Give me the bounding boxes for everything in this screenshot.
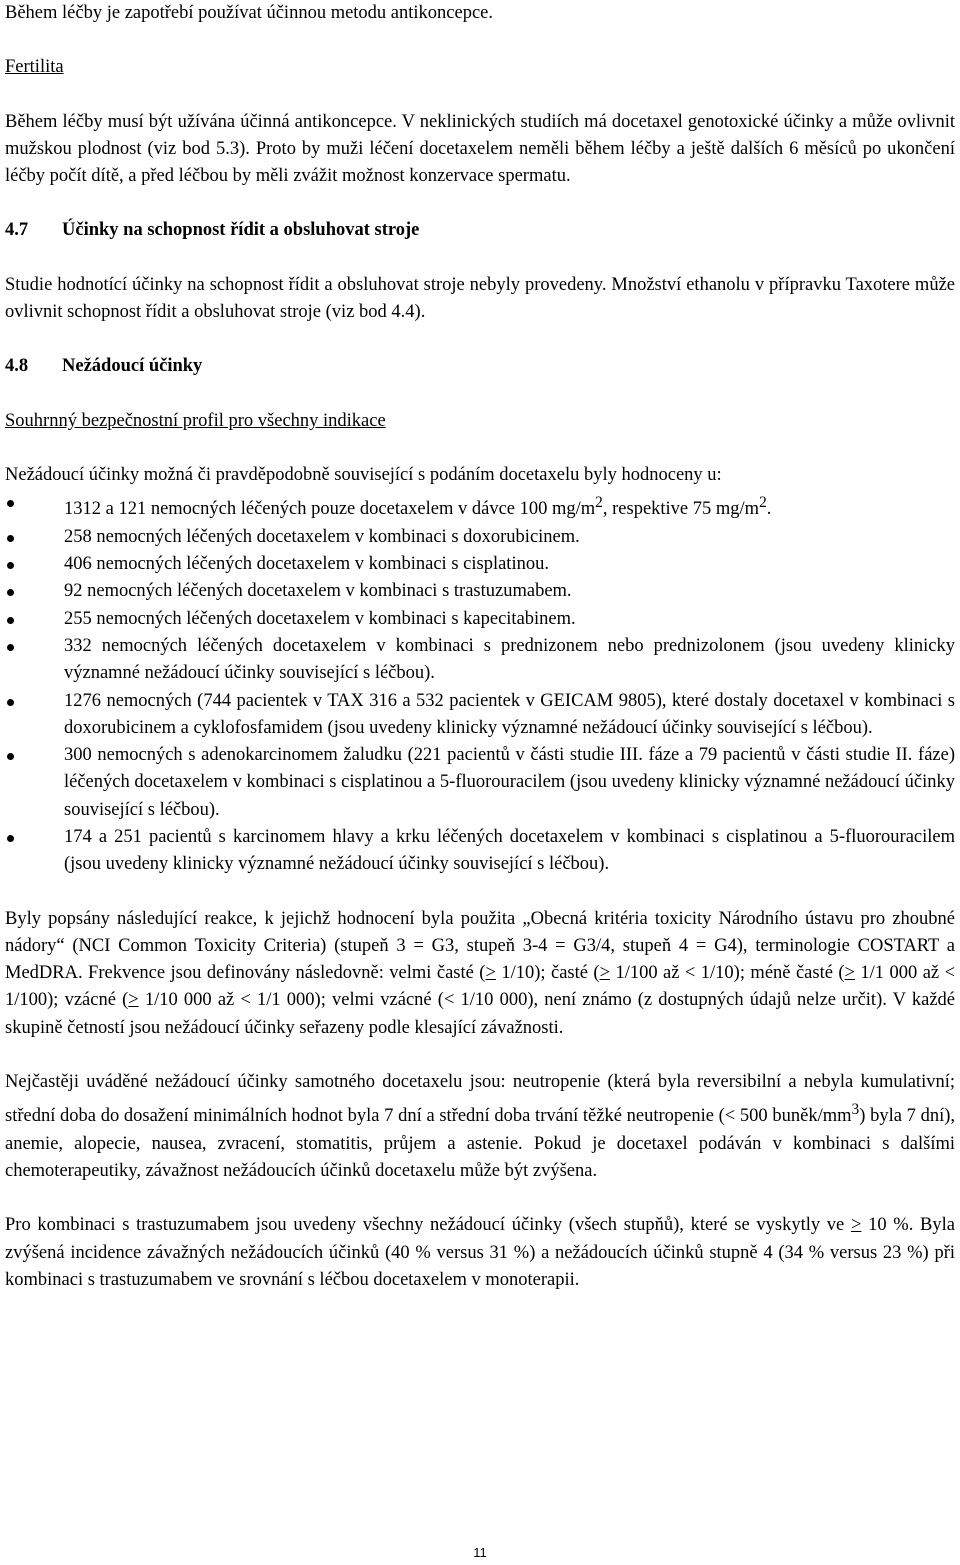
list-item: 174 a 251 pacientů s karcinomem hlavy a krku léčených docetaxelem v kombinaci s cisplatinou a 5-fluorouracilem (jsou uvedeny klinicky významné nežádoucí účinky související s léčbou). <box>5 824 955 879</box>
safety-profile-subtitle: Souhrnný bezpečnostní profil pro všechny indikace <box>5 410 386 431</box>
bullet-icon <box>7 617 14 624</box>
ge-symbol: > <box>128 990 139 1011</box>
bullet-icon <box>7 500 14 507</box>
contraception-paragraph: Během léčby je zapotřebí používat účinnou metodu antikoncepce. <box>5 3 494 23</box>
list-item: 406 nemocných léčených docetaxelem v kombinaci s cisplatinou. <box>5 551 955 578</box>
section-title: Účinky na schopnost řídit a obsluhovat stroje <box>62 220 420 241</box>
bullet-icon <box>7 535 14 542</box>
section-number: 4.7 <box>5 220 29 241</box>
bullet-icon <box>7 753 14 760</box>
section-4-7-heading <box>5 217 955 244</box>
trastuzumab-paragraph: Pro kombinaci s trastuzumabem jsou uvedeny všechny nežádoucí účinky (všech stupňů), které se vyskytly ve > 10 %. Byla zvýšená incidence závažných nežádoucích účinků (40 % versus 31 %) a nežádoucích účinků stupně 4 (34 % versus 23 %) při kombinaci s trastuzumabem ve srovnání s léčbou docetaxelem v monoterapii. <box>5 1215 955 1290</box>
bullet-icon <box>7 589 14 596</box>
page-number: 11 <box>473 1545 487 1560</box>
fertility-heading: Fertilita <box>5 57 64 78</box>
list-item: 332 nemocných léčených docetaxelem v kombinaci s prednizonem nebo prednizolonem (jsou uvedeny klinicky významné nežádoucí účinky související s léčbou). <box>5 633 955 688</box>
adverse-effects-lead: Nežádoucí účinky možná či pravděpodobně související s podáním docetaxelu byly hodnoceny u: <box>5 464 722 485</box>
list-item: 1276 nemocných (744 pacientek v TAX 316 a 532 pacientek v GEICAM 9805), které dostaly docetaxel v kombinaci s doxorubicinem a cyklofosfamidem (jsou uvedeny klinicky významné nežádoucí účinky související s léčbou). <box>5 688 955 743</box>
reactions-paragraph: Byly popsány následující reakce, k jejichž hodnocení byla použita „Obecná kritéria toxicity Národního ústavu pro zhoubné nádory“ (NCI Common Toxicity Criteria) (stupeň 3 = G3, stupeň 3-4 = G3/4, stupeň 4 = G4), terminologie COSTART a MedDRA. Frekvence jsou definovány následovně: velmi časté (> 1/10); časté (> 1/100 až < 1/10); méně časté (> 1/1 000 až < 1/100); vzácné (> 1/10 000 až < 1/1 000); velmi vzácné (< 1/10 000), není známo (z dostupných údajů nelze určit). V každé skupině četností jsou nežádoucí účinky seřazeny podle klesající závažnosti. <box>5 908 956 1038</box>
list-item: 92 nemocných léčených docetaxelem v kombinaci s trastuzumabem. <box>5 578 955 605</box>
ge-symbol: > <box>850 1215 862 1236</box>
section-4-8-heading <box>5 353 955 380</box>
section-number: 4.8 <box>5 356 29 377</box>
ge-symbol: > <box>485 963 496 984</box>
driving-paragraph: Studie hodnotící účinky na schopnost řídit a obsluhovat stroje nebyly provedeny. Množství ethanolu v přípravku Taxotere může ovlivnit schopnost řídit a obsluhovat stroje (viz bod 4.4). <box>5 274 955 323</box>
ge-symbol: > <box>844 963 855 984</box>
frequent-effects-paragraph: Nejčastěji uváděné nežádoucí účinky samotného docetaxelu jsou: neutropenie (která byla reversibilní a nebyla kumulativní; střední doba do dosažení minimálních hodnot byla 7 dní a střední doba trvání těžké neutropenie (< 500 buněk/$mm^3$) byla 7 dní), anemie, alopecie, nausea, zvracení, stomatitis, průjem a astenie. Pokud je docetaxel podáván v kombinaci s dalšími chemoterapeutiky, závažnost nežádoucích účinků docetaxelu může být zvýšena. <box>5 1072 955 1182</box>
list-item: 1312 a 121 nemocných léčených pouze docetaxelem v dávce 100 $mg/m^2$, respektive 75 $mg/m^2$. <box>5 489 955 523</box>
bullet-icon <box>7 699 14 706</box>
section-title: Nežádoucí účinky <box>62 356 203 377</box>
document-page <box>5 0 955 1294</box>
list-item: 300 nemocných s adenokarcinomem žaludku (221 pacientů v části studie III. fáze a 79 pacientů v části studie II. fáze) léčených docetaxelem v kombinaci s cisplatinou a 5-fluorouracilem (jsou uvedeny klinicky významné nežádoucí účinky související s léčbou). <box>5 742 955 824</box>
bullet-icon <box>7 835 14 842</box>
ge-symbol: > <box>599 963 611 984</box>
bullet-icon <box>7 644 14 651</box>
fertility-paragraph: Během léčby musí být užívána účinná antikoncepce. V neklinických studiích má docetaxel genotoxické účinky a může ovlivnit mužskou plodnost (viz bod 5.3). Proto by muži léčení docetaxelem neměli během léčby a ještě dalších 6 měsíců po ukončení léčby počít dítě, a před léčbou by měli zvážit možnost konzervace spermatu. <box>5 111 955 187</box>
list-item: 258 nemocných léčených docetaxelem v kombinaci s doxorubicinem. <box>5 524 955 551</box>
bullet-icon <box>7 562 14 569</box>
list-item: 255 nemocných léčených docetaxelem v kombinaci s kapecitabinem. <box>5 606 955 633</box>
patient-groups-list <box>5 489 955 878</box>
